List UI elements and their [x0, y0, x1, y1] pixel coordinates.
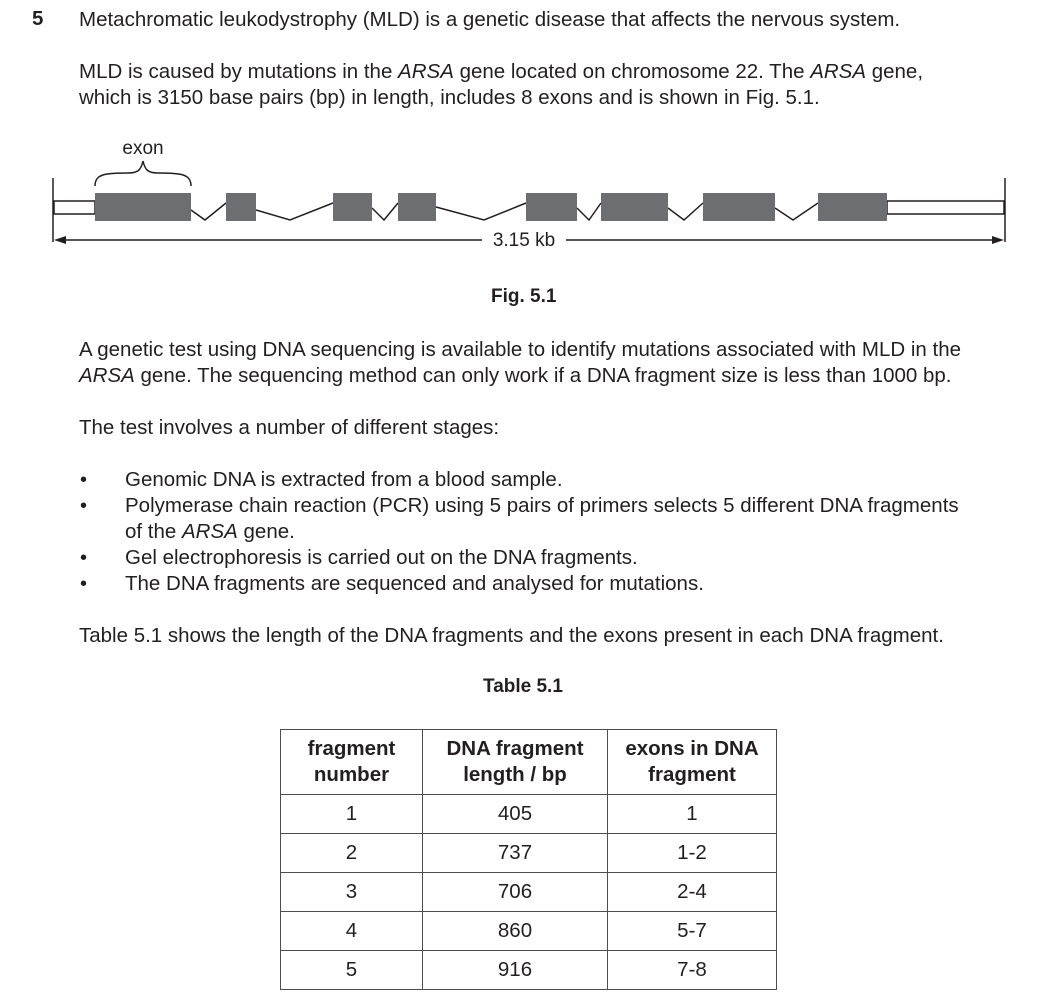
- arrowhead-left: [54, 236, 66, 244]
- stage-2-line-2: of the ARSA gene.: [125, 520, 295, 543]
- cell-fragment-length: 706: [423, 873, 608, 912]
- paragraph-2-line-1: A genetic test using DNA sequencing is available to identify mutations associated with MLD in the: [79, 338, 961, 361]
- cell-fragment-number: 3: [281, 873, 423, 912]
- fragment-table: [280, 729, 777, 990]
- utr-5-prime: [54, 201, 95, 214]
- exon-3: [333, 193, 372, 221]
- exon-8: [818, 193, 887, 221]
- exon-4: [398, 193, 436, 221]
- stage-1-text: Genomic DNA is extracted from a blood sample.: [125, 468, 563, 491]
- cell-exons: 7-8: [608, 951, 777, 990]
- exon-5: [526, 193, 577, 221]
- question-number: 5: [32, 7, 44, 30]
- utr-3-prime: [887, 201, 1004, 214]
- exon-2: [226, 193, 256, 221]
- cell-fragment-length: 405: [423, 795, 608, 834]
- header-fragment-number: fragment number: [281, 730, 423, 795]
- table-row: [281, 912, 777, 951]
- exon-6: [601, 193, 668, 221]
- stages-intro: The test involves a number of different stages:: [79, 416, 500, 439]
- gene-diagram: [0, 130, 1059, 260]
- intron-4: [436, 203, 526, 220]
- intron-1: [191, 203, 226, 220]
- cell-fragment-number: 4: [281, 912, 423, 951]
- stage-3-text: Gel electrophoresis is carried out on the DNA fragments.: [125, 546, 638, 569]
- cell-fragment-length: 737: [423, 834, 608, 873]
- stage-4-text: The DNA fragments are sequenced and analysed for mutations.: [125, 572, 704, 595]
- exon-7: [703, 193, 775, 221]
- table-row: [281, 834, 777, 873]
- bullet-2: •: [80, 495, 88, 517]
- bullet-1: •: [80, 469, 88, 491]
- table-row: [281, 873, 777, 912]
- bullet-4: •: [80, 573, 88, 595]
- intron-7: [775, 203, 818, 220]
- length-label: 3.15 kb: [492, 230, 556, 251]
- paragraph-1-line-2: which is 3150 base pairs (bp) in length, includes 8 exons and is shown in Fig. 5.1.: [79, 86, 820, 109]
- cell-fragment-number: 5: [281, 951, 423, 990]
- exon-brace: [95, 161, 191, 186]
- intro-text: Metachromatic leukodystrophy (MLD) is a genetic disease that affects the nervous system.: [79, 8, 901, 31]
- arrowhead-right: [992, 236, 1004, 244]
- stage-2-line-1: Polymerase chain reaction (PCR) using 5 pairs of primers selects 5 different DNA fragments: [125, 494, 959, 517]
- cell-exons: 2-4: [608, 873, 777, 912]
- paragraph-2-line-2: ARSA gene. The sequencing method can only work if a DNA fragment size is less than 1000 bp.: [79, 364, 952, 387]
- table-row: [281, 951, 777, 990]
- cell-exons: 5-7: [608, 912, 777, 951]
- cell-exons: 1: [608, 795, 777, 834]
- table-intro: Table 5.1 shows the length of the DNA fragments and the exons present in each DNA fragment.: [79, 624, 944, 647]
- table-caption: Table 5.1: [483, 676, 563, 697]
- header-fragment-length: DNA fragment length / bp: [423, 730, 608, 795]
- intron-6: [668, 203, 703, 220]
- table-row: [281, 795, 777, 834]
- table-header-row: [281, 730, 777, 795]
- paragraph-1-line-1: MLD is caused by mutations in the ARSA gene located on chromosome 22. The ARSA gene,: [79, 60, 924, 83]
- cell-exons: 1-2: [608, 834, 777, 873]
- bullet-3: •: [80, 547, 88, 569]
- exon-1: [95, 193, 191, 221]
- cell-fragment-number: 1: [281, 795, 423, 834]
- cell-fragment-number: 2: [281, 834, 423, 873]
- intron-5: [577, 203, 601, 220]
- intron-3: [372, 203, 398, 220]
- cell-fragment-length: 916: [423, 951, 608, 990]
- cell-fragment-length: 860: [423, 912, 608, 951]
- figure-caption: Fig. 5.1: [491, 286, 557, 307]
- header-exons: exons in DNA fragment: [608, 730, 777, 795]
- intron-2: [256, 203, 333, 220]
- exon-label: exon: [122, 138, 164, 159]
